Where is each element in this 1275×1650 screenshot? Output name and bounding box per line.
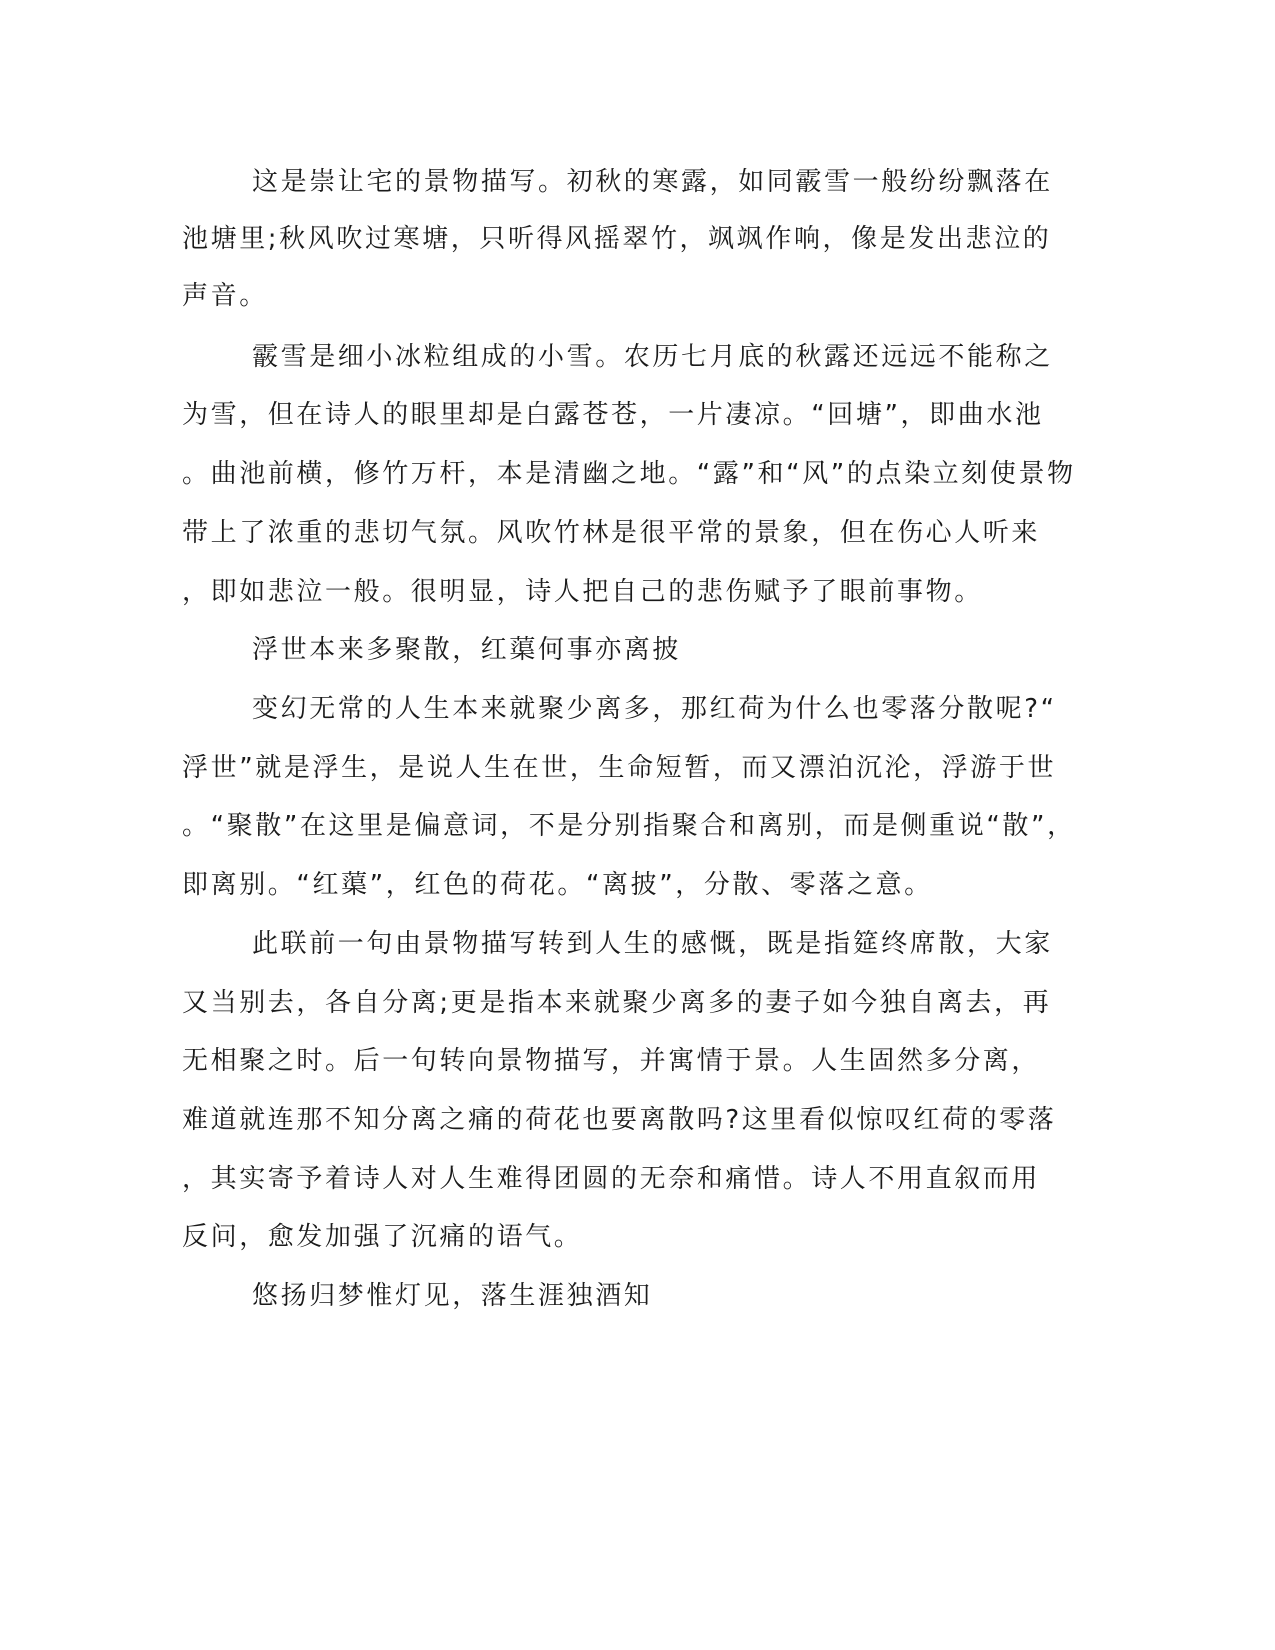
text-line: 。“聚散”在这里是偏意词，不是分别指聚合和离别，而是侧重说“散”， bbox=[182, 811, 1076, 841]
text-line: 这是崇让宅的景物描写。初秋的寒露，如同霰雪一般纷纷飘落在 bbox=[252, 167, 1053, 197]
text-line: 此联前一句由景物描写转到人生的感慨，既是指筵终席散，大家 bbox=[252, 929, 1053, 959]
text-line: 声音。 bbox=[182, 281, 268, 311]
text-line: 反问，愈发加强了沉痛的语气。 bbox=[182, 1222, 583, 1252]
text-line: 无相聚之时。后一句转向景物描写，并寓情于景。人生固然多分离， bbox=[182, 1046, 1041, 1076]
text-line: ，即如悲泣一般。很明显，诗人把自己的悲伤赋予了眼前事物。 bbox=[182, 577, 983, 607]
text-line: 悠扬归梦惟灯见，落生涯独酒知 bbox=[252, 1281, 653, 1311]
text-line: 。曲池前横，修竹万杆，本是清幽之地。“露”和“风”的点染立刻使景物 bbox=[182, 459, 1076, 489]
text-line: 带上了浓重的悲切气氛。风吹竹林是很平常的景象，但在伤心人听来 bbox=[182, 518, 1041, 548]
text-line: 即离别。“红蕖”，红色的荷花。“离披”，分散、零落之意。 bbox=[182, 870, 933, 900]
text-line: 又当别去，各自分离;更是指本来就聚少离多的妻子如今独自离去，再 bbox=[182, 988, 1052, 1018]
text-line: 变幻无常的人生本来就聚少离多，那红荷为什么也零落分散呢?“ bbox=[252, 694, 1057, 724]
text-line: 池塘里;秋风吹过寒塘，只听得风摇翠竹，飒飒作响，像是发出悲泣的 bbox=[182, 224, 1052, 254]
text-line: 为雪，但在诗人的眼里却是白露苍苍，一片凄凉。“回塘”，即曲水池 bbox=[182, 400, 1044, 430]
text-line: 霰雪是细小冰粒组成的小雪。农历七月底的秋露还远远不能称之 bbox=[252, 342, 1053, 372]
text-line: ，其实寄予着诗人对人生难得团圆的无奈和痛惜。诗人不用直叙而用 bbox=[182, 1164, 1041, 1194]
text-line: 难道就连那不知分离之痛的荷花也要离散吗?这里看似惊叹红荷的零落 bbox=[182, 1105, 1057, 1135]
text-line: 浮世本来多聚散，红蕖何事亦离披 bbox=[252, 635, 682, 665]
text-line: 浮世”就是浮生，是说人生在世，生命短暂，而又漂泊沉沦，浮游于世 bbox=[182, 753, 1057, 783]
